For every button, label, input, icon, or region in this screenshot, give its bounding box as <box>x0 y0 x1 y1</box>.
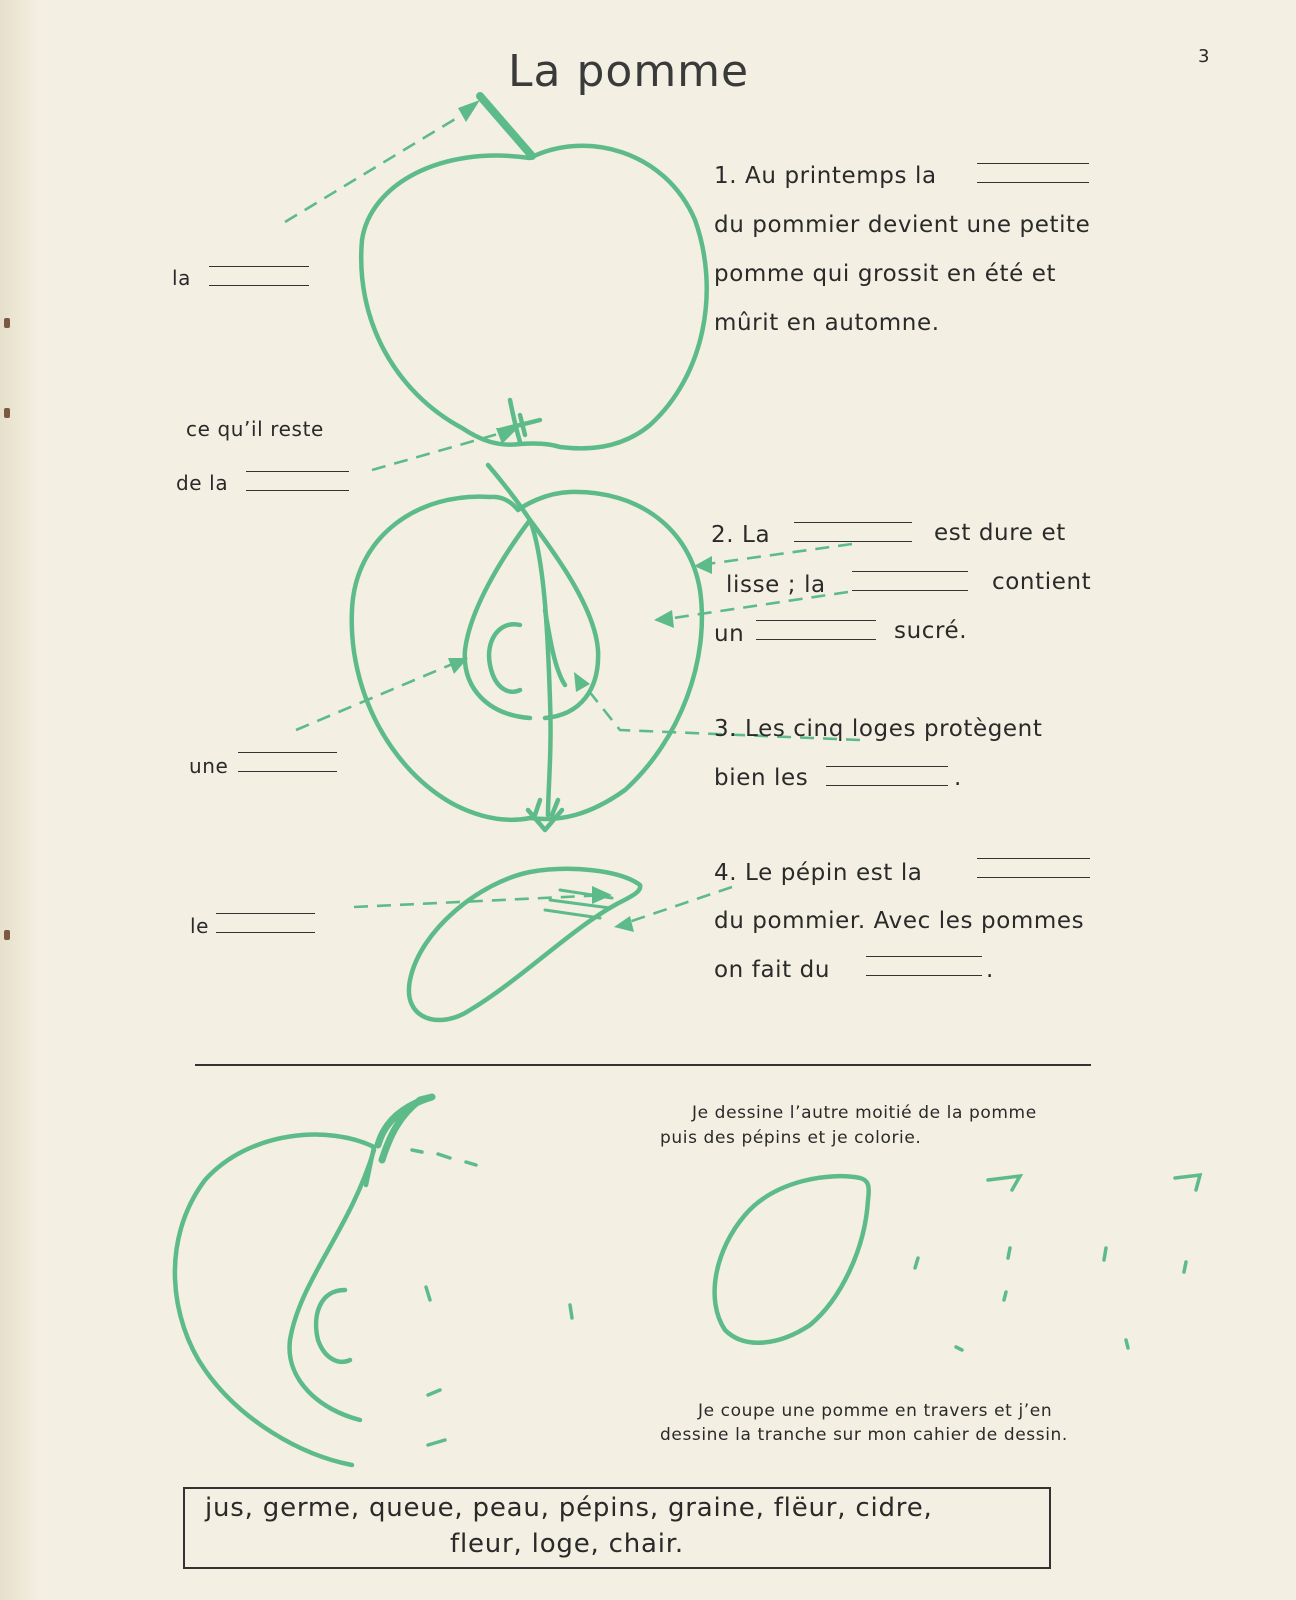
question-4-blank-2[interactable] <box>866 956 982 976</box>
question-2-line-3b: sucré. <box>894 618 968 644</box>
question-2-blank-2[interactable] <box>852 571 968 591</box>
question-1-line-3: pomme qui grossit en été et <box>714 261 1057 287</box>
seed-answer-blank[interactable] <box>216 913 315 933</box>
seed-outline-drawing <box>715 1176 869 1343</box>
calyx-label-line-2: de la <box>176 471 229 495</box>
question-1-blank[interactable] <box>977 163 1089 183</box>
question-2-line-2a: lisse ; la <box>726 572 826 598</box>
page-title: La pomme <box>508 46 750 97</box>
cut-instruction-line-2: dessine la tranche sur mon cahier de dessin. <box>660 1425 1068 1445</box>
question-4-blank-1[interactable] <box>977 858 1090 878</box>
question-4-line-3a: on fait du <box>714 957 831 983</box>
section-divider <box>195 1064 1091 1066</box>
question-1-line-2: du pommier devient une petite <box>714 212 1091 238</box>
calyx-answer-blank[interactable] <box>246 471 349 491</box>
seed-label: le <box>190 914 210 938</box>
calyx-label-line-1: ce qu’il reste <box>186 417 324 441</box>
question-1-line-4: mûrit en automne. <box>714 310 940 336</box>
stem-answer-blank[interactable] <box>209 266 309 286</box>
question-4-line-3b: . <box>986 957 994 983</box>
question-4-line-1: 4. Le pépin est la <box>714 860 923 886</box>
core-label: une <box>189 754 229 778</box>
seed-drawing <box>409 869 640 1020</box>
question-1-line-1: 1. Au printemps la <box>714 163 937 189</box>
draw-instruction-line-1: Je dessine l’autre moitié de la pomme <box>692 1103 1037 1123</box>
question-4-line-2: du pommier. Avec les pommes <box>714 908 1085 934</box>
word-bank-line-2: fleur, loge, chair. <box>450 1529 684 1559</box>
question-2-line-1a: 2. La <box>711 522 771 548</box>
question-2-line-2b: contient <box>992 569 1092 595</box>
page-number: 3 <box>1198 46 1210 67</box>
question-2-line-3a: un <box>714 621 745 647</box>
question-2-blank-3[interactable] <box>756 620 876 640</box>
word-bank-line-1: jus, germe, queue, peau, pépins, graine, flëur, cidre, <box>205 1493 933 1523</box>
draw-instruction-line-2: puis des pépins et je colorie. <box>660 1128 922 1148</box>
question-3-line-1: 3. Les cinq loges protègent <box>714 716 1043 742</box>
question-2-blank-1[interactable] <box>794 522 912 542</box>
word-bank-box <box>183 1487 1051 1569</box>
half-apple-outline-drawing <box>175 1097 432 1465</box>
halved-apple-drawing <box>352 465 702 830</box>
stem-label: la <box>172 266 192 290</box>
question-3-line-2b: . <box>954 765 962 791</box>
whole-apple-drawing <box>361 96 707 448</box>
core-answer-blank[interactable] <box>238 752 337 772</box>
question-3-line-2a: bien les <box>714 765 809 791</box>
question-2-line-1b: est dure et <box>934 520 1066 546</box>
cut-instruction-line-1: Je coupe une pomme en travers et j’en <box>698 1401 1053 1421</box>
question-3-blank[interactable] <box>826 766 948 786</box>
